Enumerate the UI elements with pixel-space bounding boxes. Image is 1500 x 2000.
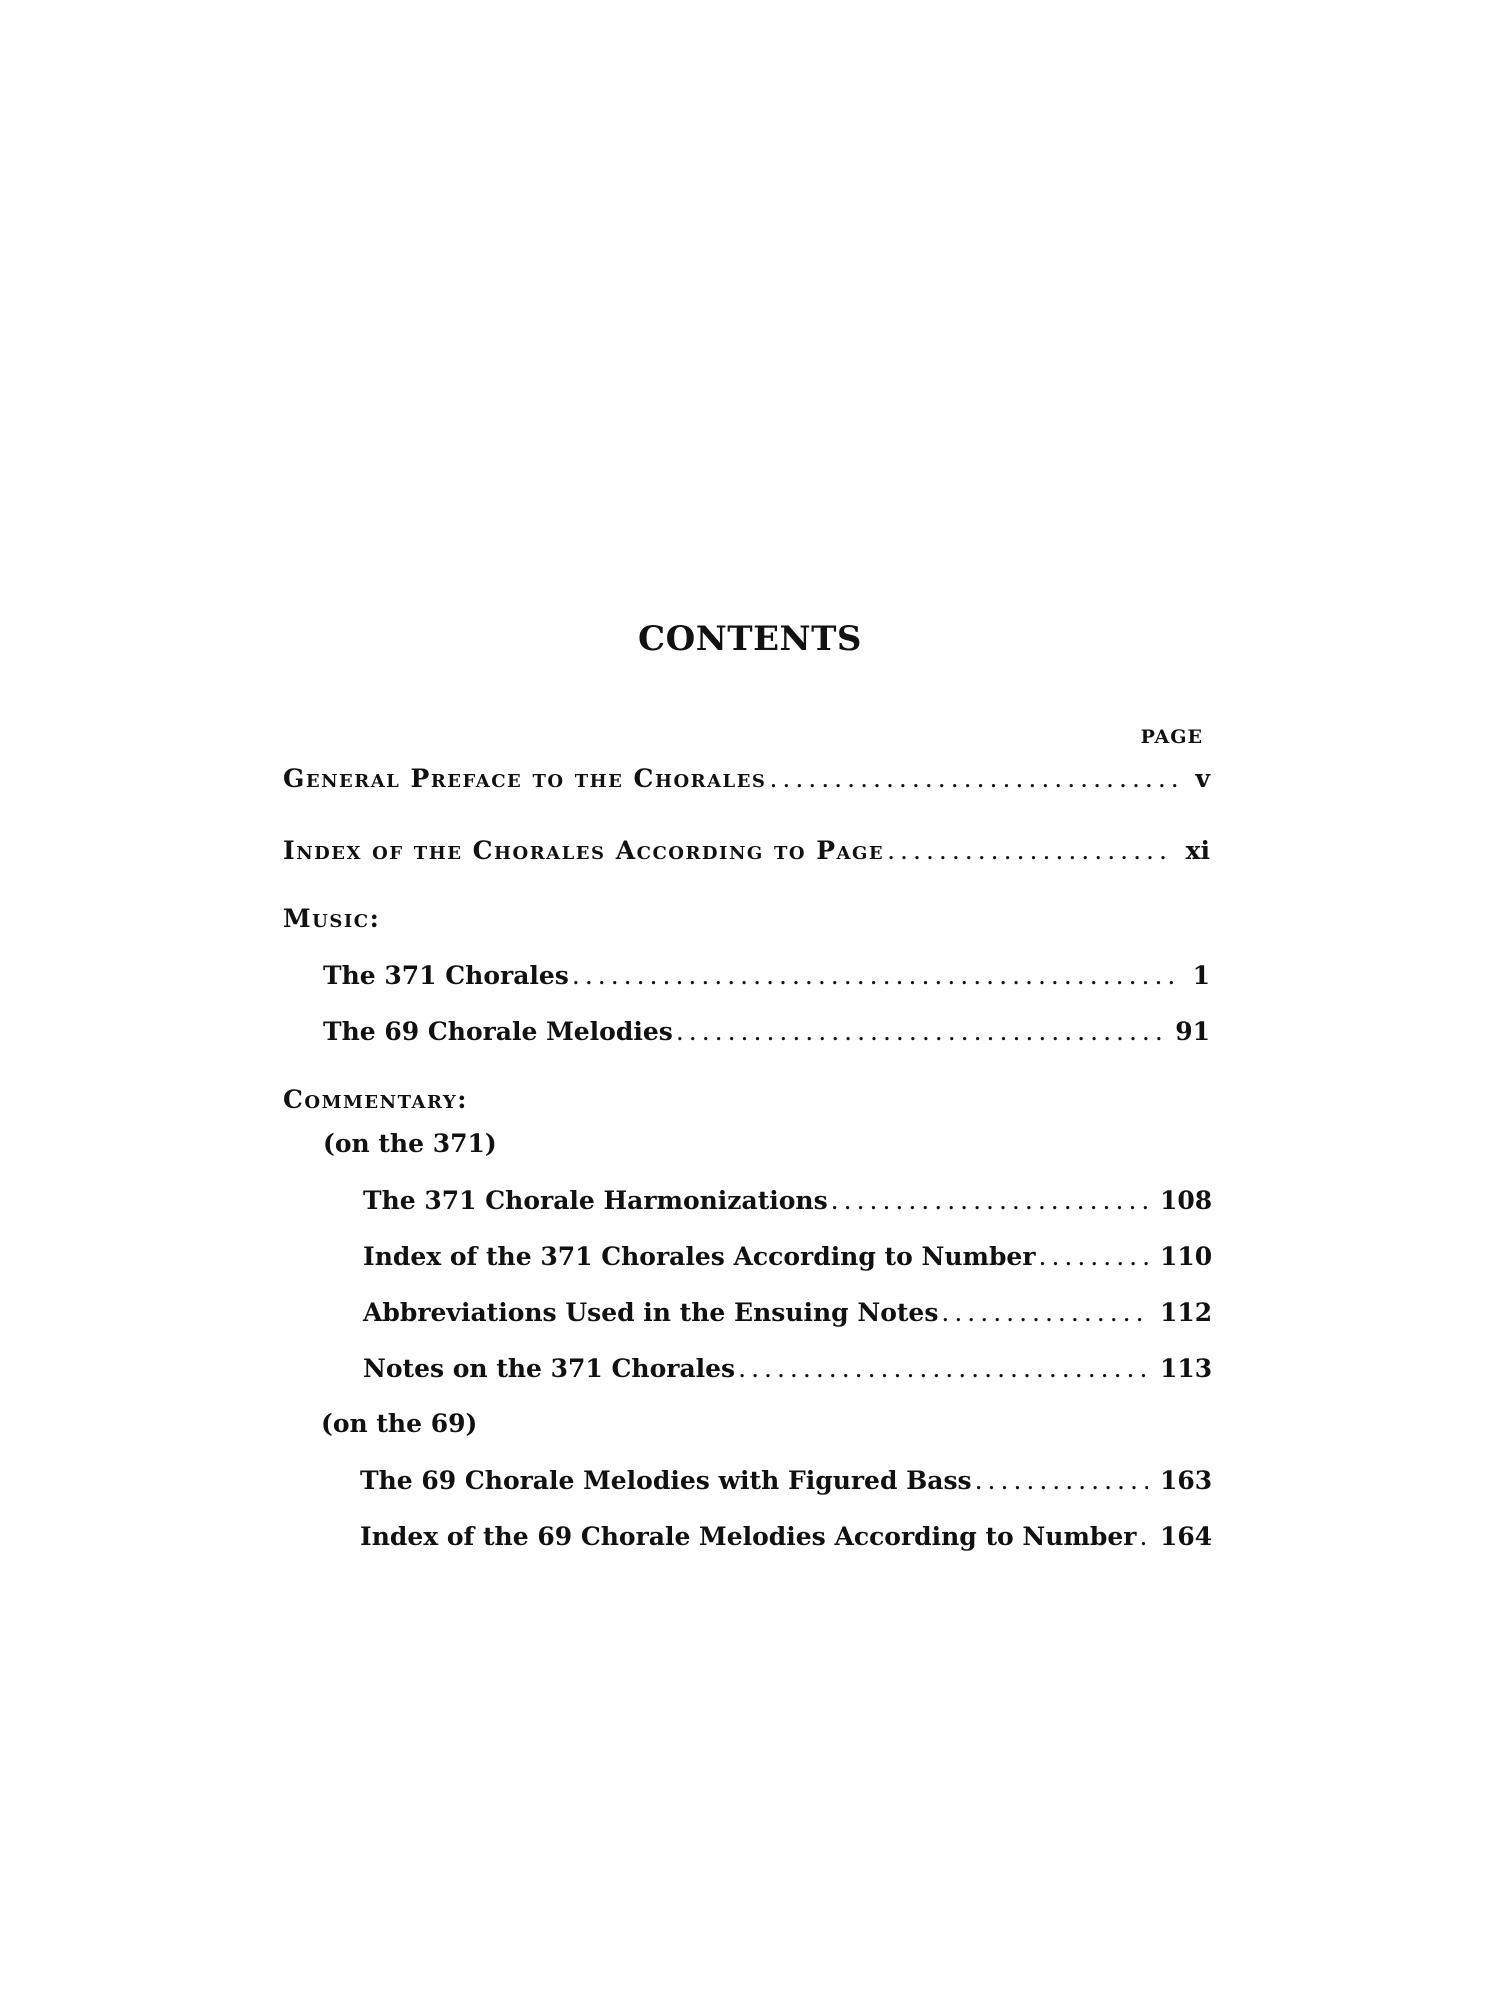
toc-entry-371-chorales[interactable] xyxy=(323,963,1210,988)
toc-entry-page: v xyxy=(1195,764,1210,793)
dot-leader xyxy=(1039,1244,1148,1269)
section-heading-commentary: Commentary: xyxy=(283,1085,468,1114)
dot-leader xyxy=(831,1188,1148,1213)
toc-entry-page: 108 xyxy=(1160,1186,1213,1215)
subgroup-heading-69: (on the 69) xyxy=(321,1409,478,1438)
dot-leader xyxy=(572,963,1181,988)
toc-entry-notes-371[interactable] xyxy=(363,1354,1213,1383)
toc-entry-page: 164 xyxy=(1160,1522,1213,1551)
toc-entry-page: 1 xyxy=(1192,961,1210,990)
dot-leader xyxy=(738,1356,1148,1381)
toc-entry-page: 113 xyxy=(1160,1354,1213,1383)
toc-entry-page: 110 xyxy=(1160,1242,1213,1271)
toc-entry-label: Index of the 371 Chorales According to Number xyxy=(363,1242,1036,1271)
toc-entry-page: 163 xyxy=(1160,1466,1213,1495)
toc-entry-label: Abbreviations Used in the Ensuing Notes xyxy=(363,1298,939,1327)
dot-leader xyxy=(1139,1524,1148,1549)
toc-entry-page: 112 xyxy=(1160,1298,1213,1327)
dot-leader xyxy=(975,1468,1148,1493)
toc-entry-label: The 371 Chorale Harmonizations xyxy=(363,1186,828,1215)
toc-entry-label: The 69 Chorale Melodies xyxy=(323,1017,673,1046)
toc-entry-label: The 371 Chorales xyxy=(323,961,569,990)
toc-entry-page: 91 xyxy=(1175,1017,1210,1046)
toc-entry-69-melodies[interactable] xyxy=(323,1019,1210,1044)
table-of-contents xyxy=(283,0,1213,2000)
toc-entry-label: General Preface to the Chorales xyxy=(283,764,767,793)
toc-entry-69-figured-bass[interactable] xyxy=(360,1466,1213,1495)
toc-entry-general-preface[interactable] xyxy=(283,766,1210,791)
subgroup-heading-371: (on the 371) xyxy=(323,1129,497,1158)
dot-leader xyxy=(676,1019,1163,1044)
dot-leader xyxy=(887,838,1173,863)
toc-entry-371-index-by-number[interactable] xyxy=(363,1242,1213,1271)
toc-entry-page: xi xyxy=(1185,836,1210,865)
section-heading-music: Music: xyxy=(283,904,381,933)
toc-entry-abbreviations[interactable] xyxy=(363,1298,1213,1327)
page-column-label: PAGE xyxy=(1140,726,1203,748)
toc-entry-label: Index of the 69 Chorale Melodies According to Number xyxy=(360,1522,1137,1551)
toc-entry-label: Index of the Chorales According to Page xyxy=(283,836,885,865)
toc-entry-label: Notes on the 371 Chorales xyxy=(363,1354,736,1383)
page-title: CONTENTS xyxy=(638,619,862,659)
dot-leader xyxy=(769,766,1183,791)
toc-entry-69-index-by-number[interactable] xyxy=(360,1522,1213,1551)
toc-entry-371-harmonizations[interactable] xyxy=(363,1186,1213,1215)
toc-entry-index-by-page[interactable] xyxy=(283,838,1210,863)
dot-leader xyxy=(941,1300,1148,1325)
toc-entry-label: The 69 Chorale Melodies with Figured Bass xyxy=(360,1466,972,1495)
